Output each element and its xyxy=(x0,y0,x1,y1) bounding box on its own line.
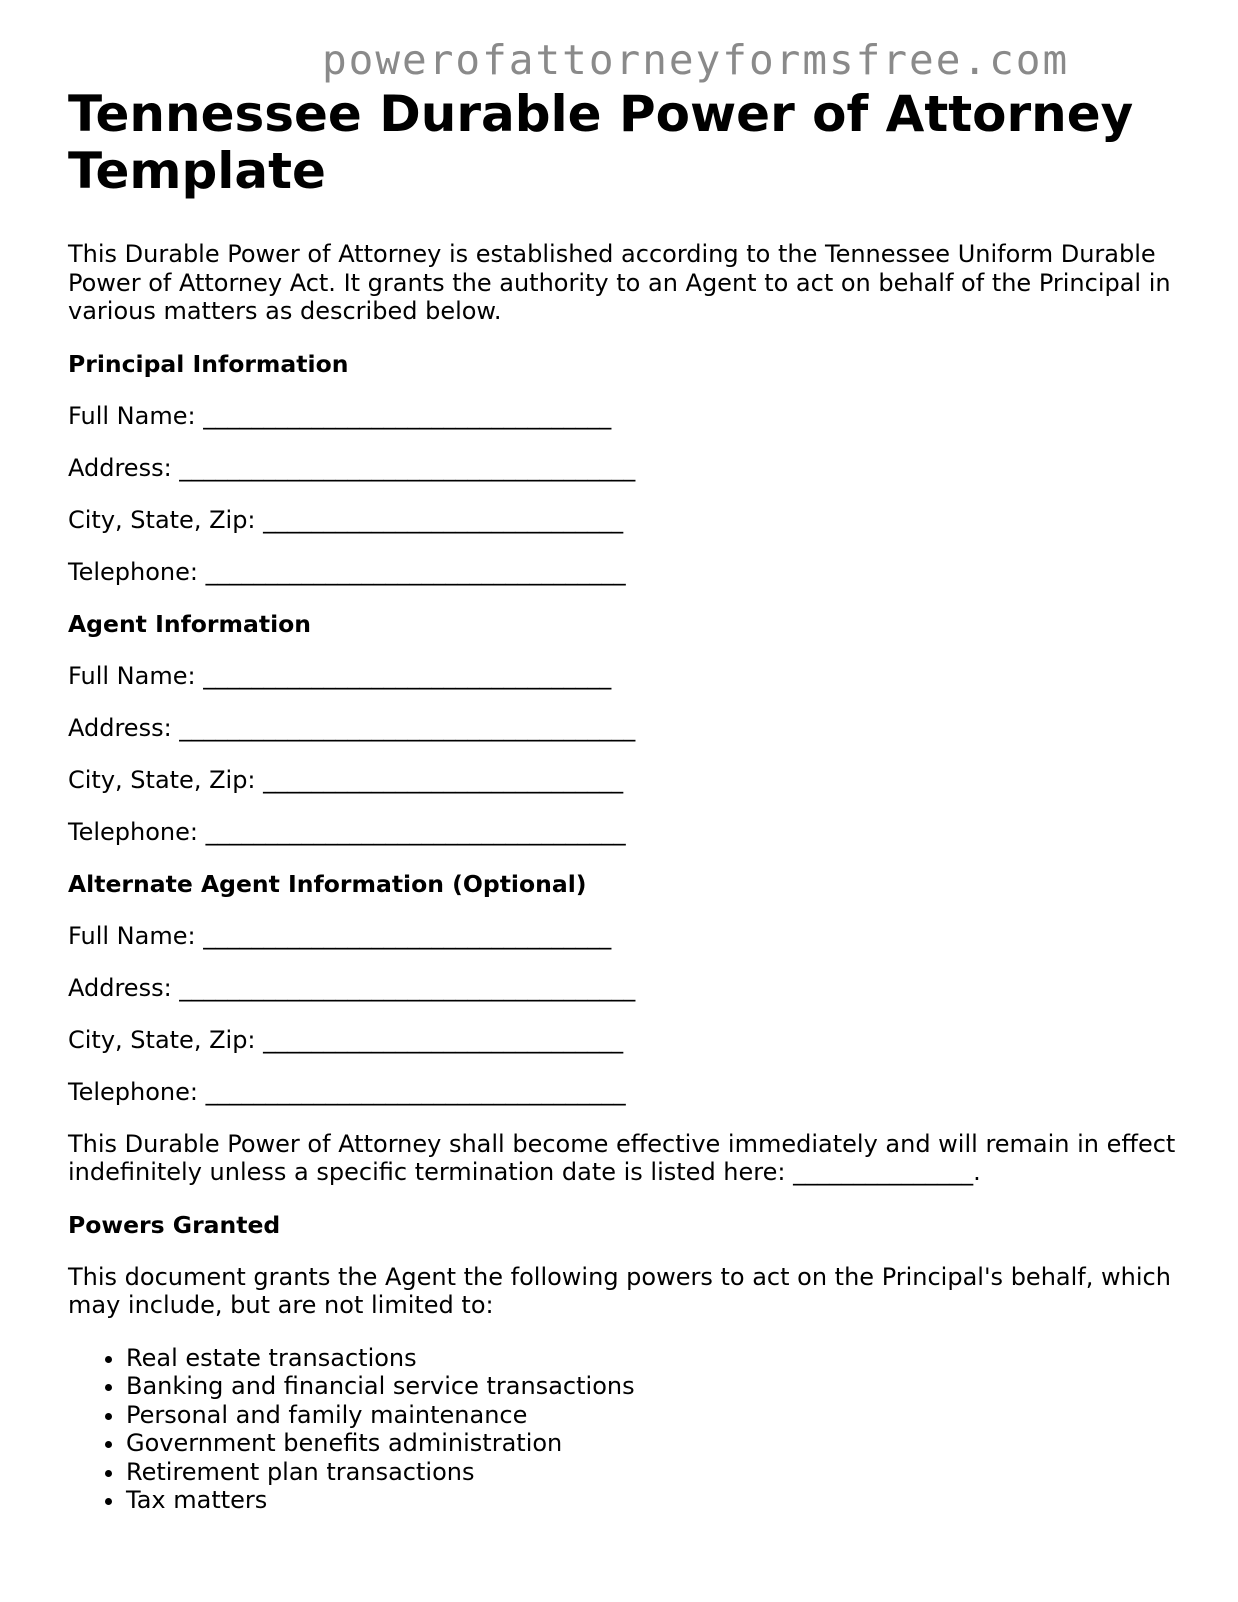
alternate-agent-city-state-zip-field: City, State, Zip: ______________________________ xyxy=(68,1025,624,1054)
watermark-text: powerofattorneyformsfree.com xyxy=(322,36,1070,84)
effective-date-paragraph: This Durable Power of Attorney shall become effective immediately and will remain in effect indefinitely unless a specific termination date is listed here: _______________. xyxy=(68,1129,1176,1186)
intro-paragraph: This Durable Power of Attorney is established according to the Tennessee Uniform Durable Power of Attorney Act. It grants the authority to an Agent to act on behalf of the Principal in various matters as described below. xyxy=(68,240,1171,325)
powers-intro-paragraph: This document grants the Agent the following powers to act on the Principal's behalf, which may include, but are not limited to: xyxy=(68,1262,1171,1319)
principal-city-state-zip-field: City, State, Zip: ______________________________ xyxy=(68,505,624,534)
powers-list xyxy=(68,1344,1178,1515)
principal-address-field: Address: ______________________________________ xyxy=(68,453,636,482)
principal-telephone-field: Telephone: ___________________________________ xyxy=(68,557,626,586)
power-list-item: • Personal and family maintenance xyxy=(126,1401,1178,1430)
powers-heading: Powers Granted xyxy=(68,1210,281,1239)
principal-full-name-field: Full Name: __________________________________ xyxy=(68,401,612,430)
agent-heading: Agent Information xyxy=(68,609,312,638)
agent-address-field: Address: ______________________________________ xyxy=(68,713,636,742)
power-list-item: • Tax matters xyxy=(126,1486,1178,1515)
agent-city-state-zip-field: City, State, Zip: ______________________________ xyxy=(68,765,624,794)
alternate-agent-heading: Alternate Agent Information (Optional) xyxy=(68,869,587,898)
document-page xyxy=(68,86,1178,1515)
agent-full-name-field: Full Name: __________________________________ xyxy=(68,661,612,690)
power-list-item: • Government benefits administration xyxy=(126,1429,1178,1458)
alternate-agent-telephone-field: Telephone: ___________________________________ xyxy=(68,1077,626,1106)
agent-telephone-field: Telephone: ___________________________________ xyxy=(68,817,626,846)
power-list-item: • Banking and financial service transactions xyxy=(126,1372,1178,1401)
power-list-item: • Real estate transactions xyxy=(126,1344,1178,1373)
principal-heading: Principal Information xyxy=(68,349,349,378)
alternate-agent-full-name-field: Full Name: __________________________________ xyxy=(68,921,612,950)
document-title: Tennessee Durable Power of Attorney Template xyxy=(68,85,1134,200)
alternate-agent-address-field: Address: ______________________________________ xyxy=(68,973,636,1002)
power-list-item: • Retirement plan transactions xyxy=(126,1458,1178,1487)
